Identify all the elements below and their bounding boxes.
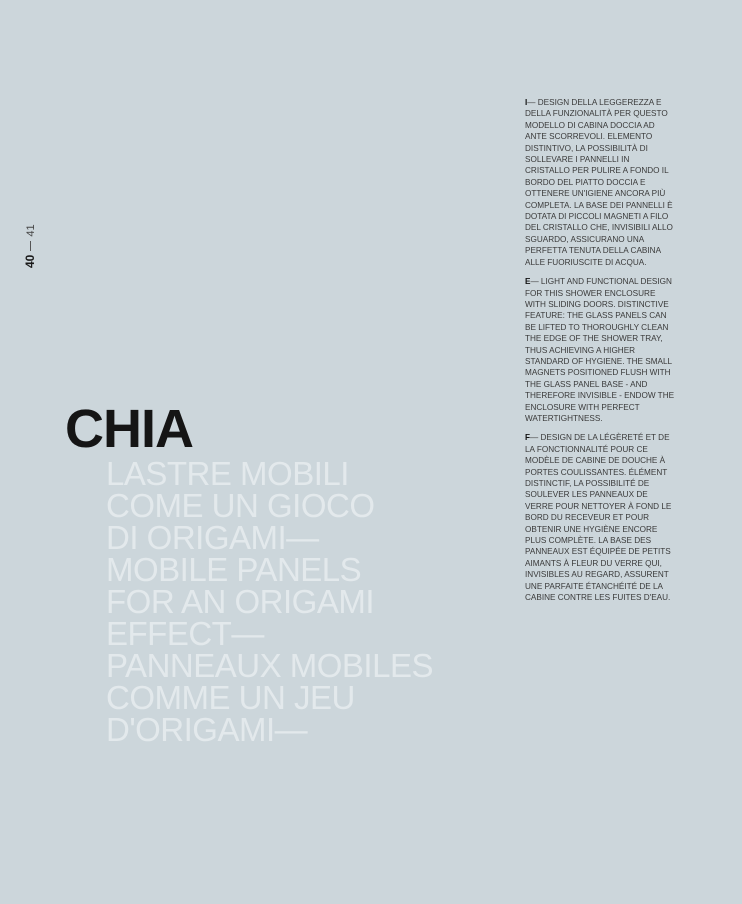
subtitle-line: COME UN GIOCO (106, 487, 375, 524)
language-marker: E (525, 277, 531, 287)
subtitle-line: DI ORIGAMI— (106, 519, 319, 556)
paragraph-english (525, 276, 675, 424)
subtitle-line: PANNEAUX MOBILES (106, 647, 433, 684)
subtitle-line: LASTRE MOBILI (106, 455, 349, 492)
subtitle-line: D'ORIGAMI— (106, 711, 308, 748)
language-marker: I (525, 98, 528, 107)
language-marker: F (525, 433, 531, 443)
page-title: CHIA (65, 399, 193, 459)
page-numbers (23, 224, 37, 268)
paragraph-french (525, 432, 675, 603)
paragraph-text: — LIGHT AND FUNCTIONAL DESIGN FOR THIS SHOWER ENCLOSURE WITH SLIDING DOORS. DISTINCTIVE FEATURE: THE GLASS PANELS CAN BE LIFTED TO THOROUGHLY CLEAN THE EDGE OF THE SHOWER TRAY, THUS ACHIEVING A HIGHER STANDARD OF HYGIENE. THE SMALL MAGNETS POSITIONED FLUSH WITH THE GLASS PANEL BASE - AND THEREFORE INVISIBLE - ENDOW THE ENCLOSURE WITH PERFECT WATERTIGHTNESS. (525, 277, 675, 423)
page-number-next: 41 (25, 224, 37, 237)
page-number-current: 40 (23, 254, 37, 268)
subtitle-line: EFFECT— (106, 615, 264, 652)
description-column (525, 97, 675, 611)
subtitle-block (106, 455, 433, 748)
subtitle-line: MOBILE PANELS (106, 551, 362, 588)
paragraph-text: — DESIGN DE LA LÉGÈRETÉ ET DE LA FONCTIONNALITÉ POUR CE MODÈLE DE CABINE DE DOUCHE À PORTES COULISSANTES. ÉLÉMENT DISTINCTIF, LA POSSIBILITÉ DE SOULEVER LES PANNEAUX DE VERRE POUR NETTOYER À FOND LE BORD DU RECEVEUR ET POUR OBTENIR UNE HYGIÈNE ENCORE PLUS COMPLÈTE. LA BASE DES PANNEAUX EST ÉQUIPÉE DE PETITS AIMANTS À FLEUR DU VERRE QUI, INVISIBLES AU REGARD, ASSURENT UNE PARFAITE ÉTANCHÉITÉ DE LA CABINE CONTRE LES FUITES D'EAU. (525, 433, 672, 603)
subtitle-line: FOR AN ORIGAMI (106, 583, 375, 620)
page-number-divider (30, 241, 31, 251)
paragraph-italian (525, 97, 675, 268)
paragraph-text: — DESIGN DELLA LEGGEREZZA E DELLA FUNZIONALITÀ PER QUESTO MODELLO DI CABINA DOCCIA AD ANTE SCORREVOLI. ELEMENTO DISTINTIVO, LA POSSIBILITÀ DI SOLLEVARE I PANNELLI IN CRISTALLO PER PULIRE A FONDO IL BORDO DEL PIATTO DOCCIA E OTTENERE UN'IGIENE ANCORA PIÙ COMPLETA. LA BASE DEI PANNELLI È DOTATA DI PICCOLI MAGNETI A FILO DEL CRISTALLO CHE, INVISIBILI ALLO SGUARDO, ASSICURANO UNA PERFETTA TENUTA DELLA CABINA ALLE FUORIUSCITE DI ACQUA. (525, 98, 673, 267)
subtitle-line: COMME UN JEU (106, 679, 355, 716)
